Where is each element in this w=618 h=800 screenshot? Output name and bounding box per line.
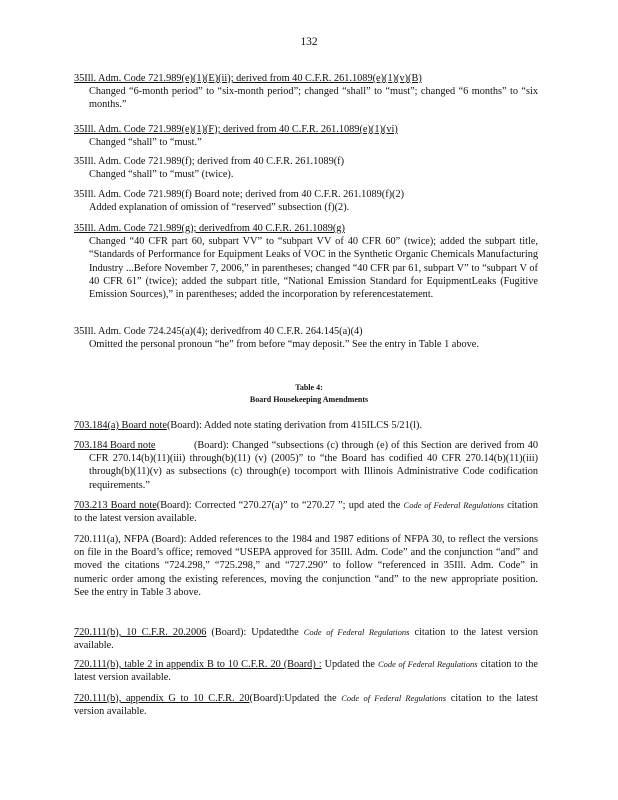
board-entry-ref: 720.111(b), appendix G to 10 C.F.R. 20	[74, 693, 250, 704]
entry-body: Changed “shall” to “must” (twice).	[89, 169, 234, 181]
entry-heading: 35Ill. Adm. Code 721.989(f) Board note; derived from 40 C.F.R. 261.1089(f)(2)	[74, 189, 405, 200]
board-entry-text: (Board): Corrected “270.27(a)” to “270.27 ”; upd ated the	[156, 500, 404, 511]
board-entry	[74, 533, 538, 599]
board-entry-text: (Board):Updated the	[249, 693, 342, 704]
board-entry-ref: 720.111(b), table 2 in appendix B to 10 C.F.R. 20 (Board) :	[74, 659, 322, 670]
board-entry-text: Updated the	[321, 659, 378, 670]
board-entry-text: citation to the latest version available.	[74, 659, 538, 684]
entry-heading: 35Ill. Adm. Code 721.989(e)(1)(F); derived from 40 C.F.R. 261.1089(e)(1)(vi)	[74, 124, 398, 135]
entry-heading: 35Ill. Adm. Code 721.989(f); derived from 40 C.F.R. 261.1089(f)	[74, 156, 345, 167]
board-entry-ref: 703.184(a) Board note	[74, 420, 167, 431]
entry-heading: 35Ill. Adm. Code 721.989(e)(1)(E)(ii); derived from 40 C.F.R. 261.1089(e)(1)(v)(B)	[74, 73, 422, 84]
entry-body: Changed “40 CFR part 60, subpart VV” to “subpart VV of 40 CFR 60” (twice); added the subpart title, “Standards of Performance for Equipment Leaks of VOC in the Synthetic Organic Chemicals Manufacturing Industry ...Before November 7, 2006,” in parentheses; changed “40 CFR par 61, subpart V” to “subpart V of 40 CFR 61” (twice); added the subpart title, “National Emission Standard for EquipmentLeaks (Fugitive Emission Sources),” in parentheses; added the incorporation by referencestatement.	[89, 236, 538, 301]
board-entry	[74, 626, 538, 652]
board-entry-text: (Board): Added note stating derivation from 415ILCS 5/21(l).	[166, 420, 423, 431]
derivation-entry	[74, 222, 538, 301]
derivation-entry	[74, 72, 538, 112]
entry-body: Added explanation of omission of “reserved” subsection (f)(2).	[89, 202, 350, 214]
board-entry-text: citation to the latest version available.	[74, 693, 538, 718]
page-number: 132	[300, 36, 318, 48]
entry-body: Changed “6-month period” to “six-month period”; changed “shall” to “must”; changed “6 months” to “six months.”	[89, 86, 538, 111]
entry-heading: 35Ill. Adm. Code 724.245(a)(4); derivedfrom 40 C.F.R. 264.145(a)(4)	[74, 326, 363, 337]
board-entry-text: citation to the latest version available.	[74, 627, 538, 652]
board-entry-italic: Code of Federal Regulations	[377, 659, 478, 669]
table-title	[0, 382, 618, 406]
derivation-entry	[74, 123, 538, 149]
derivation-entry	[74, 188, 538, 214]
derivation-entry	[74, 325, 538, 351]
board-entry-italic: Code of Federal Regulations	[303, 627, 410, 637]
table-title-line: Table 4:	[295, 383, 323, 392]
board-entry-text: 720.111(a), NFPA (Board): Added references to the 1984 and 1987 editions of NFPA 30, to reflect the versions on file in the Board’s office; removed “USEPA approved for 35Ill. Adm. Code” and the conjunction “and” and moved the citations “724.298,” “725.298,” and “727.290” to follow “referenced in 35Ill. Adm. Code” in numeric order among the existing references, moving the conjunction “and” to the new appropriate position. See the entry in Table 3 above.	[74, 534, 538, 598]
table-title-line: Board Housekeeping Amendments	[249, 395, 369, 404]
board-entry	[74, 439, 538, 492]
board-entry-text: citation to the latest version available.	[74, 500, 538, 525]
board-entry-text: (Board): Changed “subsections (c) through (e) of this Section are derived from 40 CFR 270.14(b)(11)(iii) through(b)(11) (v) (2005)” to “the Board has codified 40 CFR 270.14(b)(11)(iii) through(b)(11)(v) as subsections (c) through(e) tocomport with Illinois Administrative Code codification requirements.”	[89, 440, 538, 491]
board-entry-italic: Code of Federal Regulations	[341, 693, 447, 703]
board-entry	[74, 658, 538, 684]
board-entry-text: (Board): Updatedthe	[206, 627, 304, 638]
board-entry	[74, 692, 538, 718]
board-entry	[74, 499, 538, 525]
entry-body: Changed “shall” to “must.”	[89, 137, 202, 149]
board-entry-italic: Code of Federal Regulations	[403, 500, 504, 510]
entry-heading: 35Ill. Adm. Code 721.989(g); derivedfrom 40 C.F.R. 261.1089(g)	[74, 223, 345, 234]
board-entry-ref: 703.184 Board note	[74, 440, 156, 451]
board-entry	[74, 419, 538, 432]
derivation-entry	[74, 155, 538, 181]
board-entry-ref: 703.213 Board note	[74, 500, 157, 511]
board-entry-ref: 720.111(b), 10 C.F.R. 20.2006	[74, 627, 207, 638]
entry-body: Omitted the personal pronoun “he” from before “may deposit.” See the entry in Table 1 above.	[89, 339, 479, 351]
